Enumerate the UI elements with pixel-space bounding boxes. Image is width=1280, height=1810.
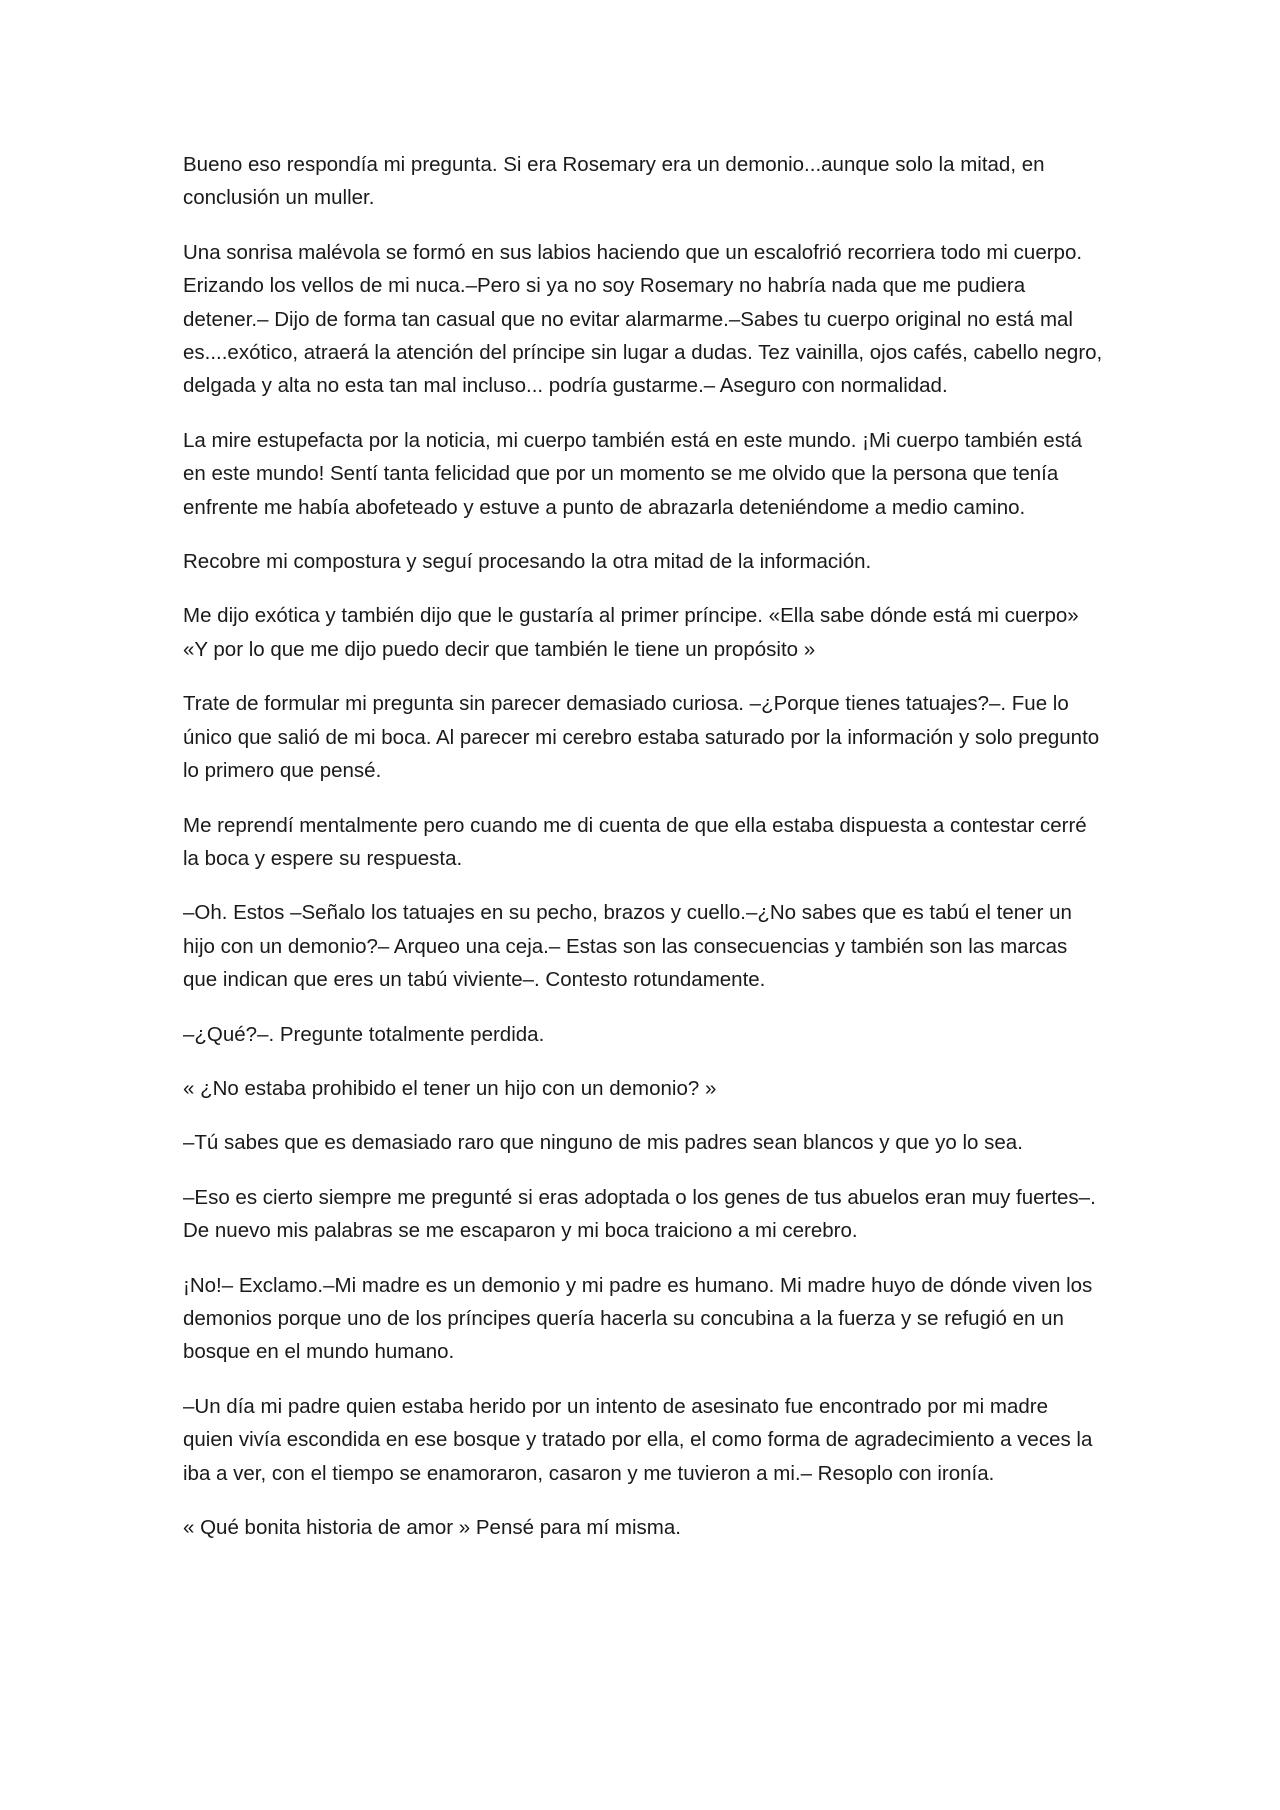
paragraph-9: –¿Qué?–. Pregunte totalmente perdida. [183, 1022, 545, 1046]
paragraph-14: –Un día mi padre quien estaba herido por un intento de asesinato fue encontrado por mi madre quien vivía escondida en ese bosque y tratado por ella, el como forma de agradecimiento a veces la iba a ver, con el tiempo se enamoraron, casaron y me tuvieron a mi.– Resoplo con ironía. [183, 1394, 1093, 1485]
paragraph-11: –Tú sabes que es demasiado raro que ninguno de mis padres sean blancos y que yo lo sea. [183, 1131, 1023, 1155]
paragraph-5: Me dijo exótica y también dijo que le gustaría al primer príncipe. «Ella sabe dónde está mi cuerpo» «Y por lo que me dijo puedo decir que también le tiene un propósito » [183, 604, 1079, 661]
paragraph-2: Una sonrisa malévola se formó en sus labios haciendo que un escalofrió recorriera todo mi cuerpo. Erizando los vellos de mi nuca.–Pero si ya no soy Rosemary no habría nada que me pudiera detener.– Dijo de forma tan casual que no evitar alarmarme.–Sabes tu cuerpo original no está mal es....exótico, atraerá la atención del príncipe sin lugar a dudas. Tez vainilla, ojos cafés, cabello negro, delgada y alta no esta tan mal incluso... podría gustarme.– Aseguro con normalidad. [183, 240, 1103, 398]
paragraph-4: Recobre mi compostura y seguí procesando la otra mitad de la información. [183, 550, 872, 574]
paragraph-6: Trate de formular mi pregunta sin parecer demasiado curiosa. –¿Porque tienes tatuajes?–. Fue lo único que salió de mi boca. Al parecer mi cerebro estaba saturado por la información y solo pregunto lo primero que pensé. [183, 692, 1100, 783]
paragraph-10: « ¿No estaba prohibido el tener un hijo con un demonio? » [183, 1076, 717, 1100]
paragraph-12: –Eso es cierto siempre me pregunté si eras adoptada o los genes de tus abuelos eran muy fuertes–. De nuevo mis palabras se me escaparon y mi boca traiciono a mi cerebro. [183, 1185, 1096, 1243]
paragraph-3: La mire estupefacta por la noticia, mi cuerpo también está en este mundo. ¡Mi cuerpo también está en este mundo! Sentí tanta felicidad que por un momento se me olvido que la persona que tenía enfrente me había abofeteado y estuve a punto de abrazarla deteniéndome a medio camino. [183, 428, 1083, 519]
paragraph-7: Me reprendí mentalmente pero cuando me di cuenta de que ella estaba dispuesta a contestar cerré la boca y espere su respuesta. [183, 813, 1087, 870]
paragraph-13: ¡No!– Exclamo.–Mi madre es un demonio y mi padre es humano. Mi madre huyo de dónde viven los demonios porque uno de los príncipes quería hacerla su concubina a la fuerza y se refugió en un bosque en el mundo humano. [183, 1273, 1093, 1364]
document-body [183, 148, 1103, 1565]
paragraph-15: « Qué bonita historia de amor » Pensé para mí misma. [183, 1516, 681, 1539]
paragraph-1: Bueno eso respondía mi pregunta. Si era Rosemary era un demonio...aunque solo la mitad, en conclusión un muller. [183, 153, 1045, 210]
paragraph-8: –Oh. Estos –Señalo los tatuajes en su pecho, brazos y cuello.–¿No sabes que es tabú el tener un hijo con un demonio?– Arqueo una ceja.– Estas son las consecuencias y también son las marcas que indican que eres un tabú viviente–. Contesto rotundamente. [183, 901, 1072, 992]
